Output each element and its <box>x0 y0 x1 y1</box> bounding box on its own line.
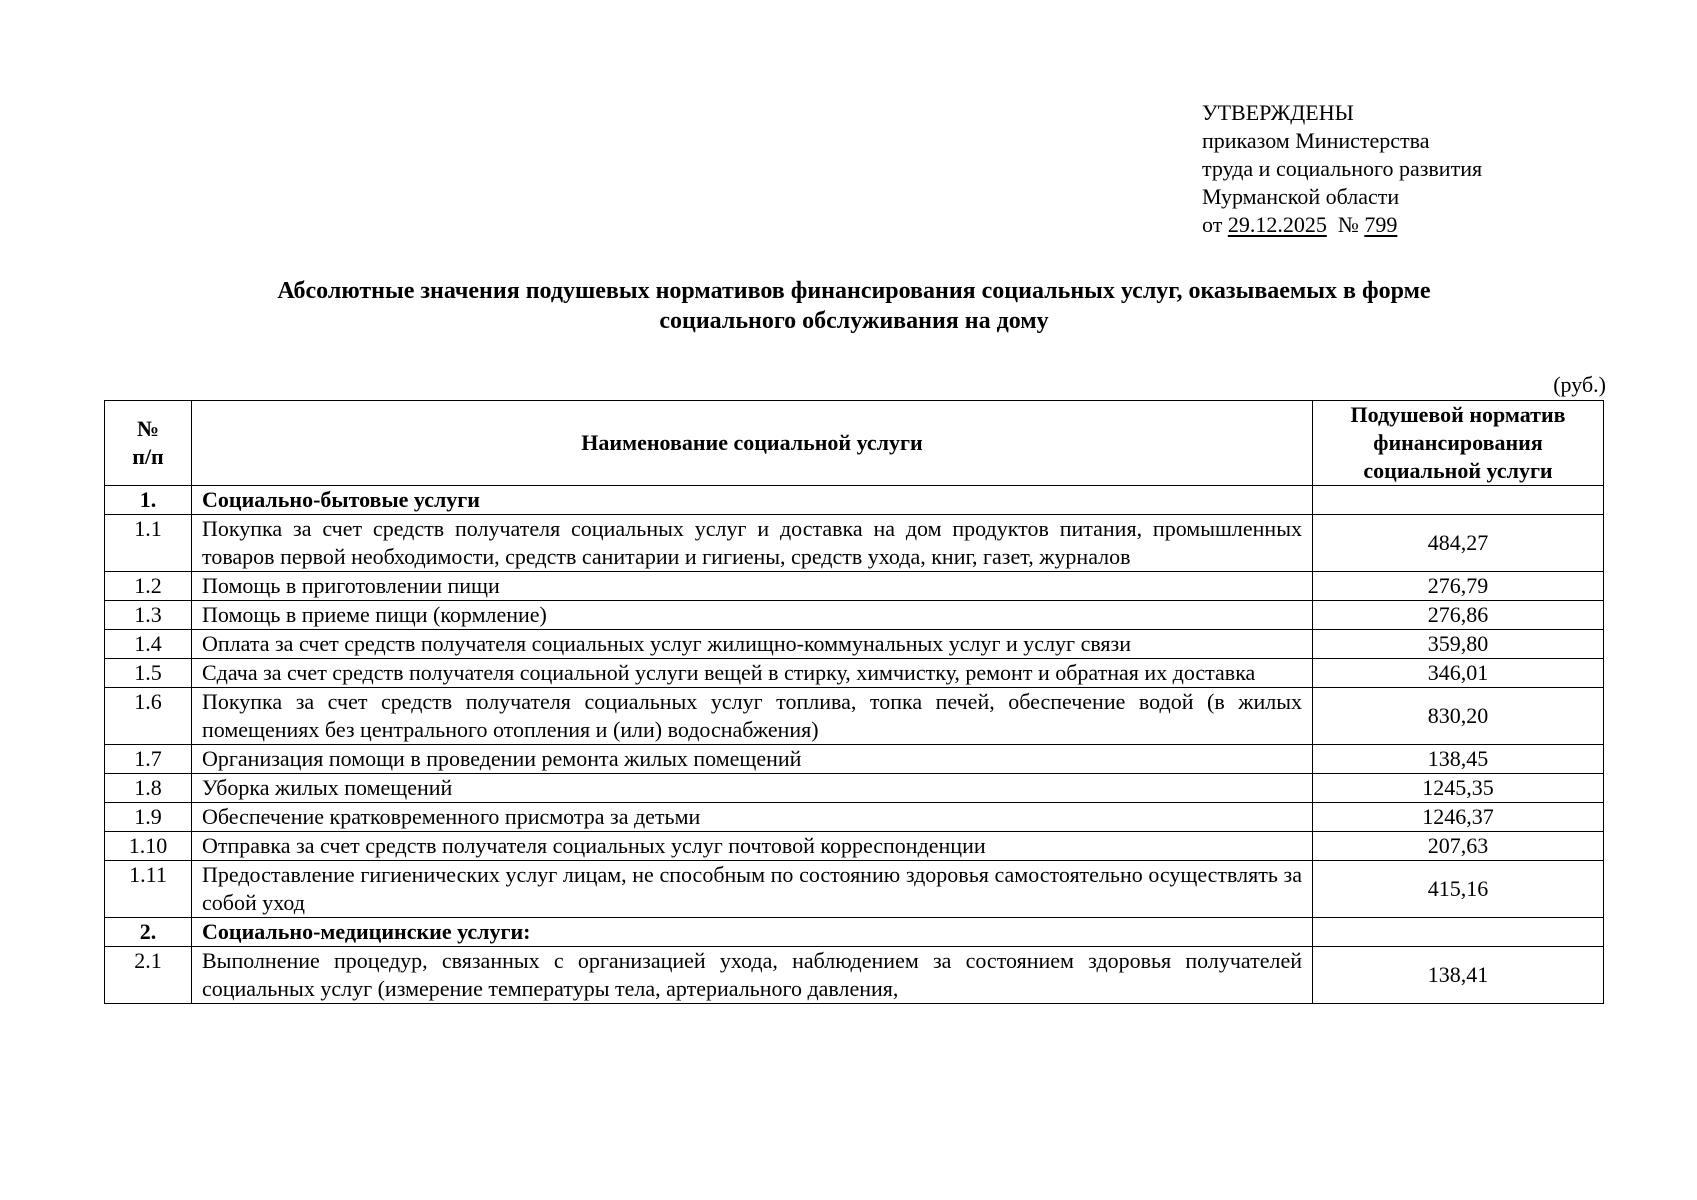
norm-value: 1245,35 <box>1313 774 1604 803</box>
document-title <box>104 276 1604 336</box>
table-header-row <box>105 401 1604 486</box>
header-number-line-1: № <box>136 416 160 441</box>
approval-date: 29.12.2025 <box>1227 212 1327 237</box>
approval-line-1: УТВЕРЖДЕНЫ <box>1202 100 1354 125</box>
norm-value: 359,80 <box>1313 630 1604 659</box>
norm-value: 207,63 <box>1313 832 1604 861</box>
table-row <box>105 659 1604 688</box>
row-number: 1.7 <box>105 745 192 774</box>
service-name: Покупка за счет средств получателя социальных услуг и доставка на дом продуктов питания, промышленных товаров первой необходимости, средств санитарии и гигиены, средств ухода, книг, газет, журналов <box>192 515 1313 572</box>
header-norm-value: Подушевой норматив финансирования социальной услуги <box>1313 401 1604 486</box>
norm-value: 830,20 <box>1313 688 1604 745</box>
service-name: Оплата за счет средств получателя социальных услуг жилищно-коммунальных услуг и услуг связи <box>192 630 1313 659</box>
service-name: Выполнение процедур, связанных с организацией ухода, наблюдением за состоянием здоровья получателей социальных услуг (измерение температуры тела, артериального давления, <box>192 947 1313 1004</box>
norm-value: 138,41 <box>1313 947 1604 1004</box>
service-name: Помощь в приготовлении пищи <box>192 572 1313 601</box>
service-name: Покупка за счет средств получателя социальных услуг топлива, топка печей, обеспечение водой (в жилых помещениях без центрального отопления и (или) водоснабжения) <box>192 688 1313 745</box>
row-number: 2.1 <box>105 947 192 1004</box>
table-row <box>105 688 1604 745</box>
section-title: Социально-медицинские услуги: <box>192 918 1313 947</box>
service-name: Отправка за счет средств получателя социальных услуг почтовой корреспонденции <box>192 832 1313 861</box>
row-number: 1.9 <box>105 803 192 832</box>
norm-value: 276,86 <box>1313 601 1604 630</box>
row-number: 1.6 <box>105 688 192 745</box>
service-name: Обеспечение кратковременного присмотра за детьми <box>192 803 1313 832</box>
norm-value: 276,79 <box>1313 572 1604 601</box>
service-name: Организация помощи в проведении ремонта жилых помещений <box>192 745 1313 774</box>
header-service-name: Наименование социальной услуги <box>192 401 1313 486</box>
currency-unit: (руб.) <box>1553 372 1606 397</box>
table-row <box>105 630 1604 659</box>
norm-value: 484,27 <box>1313 515 1604 572</box>
service-name: Сдача за счет средств получателя социальной услуги вещей в стирку, химчистку, ремонт и обратная их доставка <box>192 659 1313 688</box>
table-row <box>105 861 1604 918</box>
norm-value: 415,16 <box>1313 861 1604 918</box>
row-number: 1. <box>105 486 192 515</box>
norms-table <box>104 400 1604 1004</box>
approval-line-4: Мурманской области <box>1202 184 1400 209</box>
row-number: 2. <box>105 918 192 947</box>
norm-value: 346,01 <box>1313 659 1604 688</box>
row-number: 1.5 <box>105 659 192 688</box>
row-number: 1.8 <box>105 774 192 803</box>
row-number: 1.1 <box>105 515 192 572</box>
norm-value: 1246,37 <box>1313 803 1604 832</box>
approval-line-2: приказом Министерства <box>1202 128 1430 153</box>
header-number-line-2: п/п <box>132 444 164 469</box>
table-row <box>105 832 1604 861</box>
section-row <box>105 918 1604 947</box>
row-number: 1.3 <box>105 601 192 630</box>
table-row <box>105 515 1604 572</box>
row-number: 1.11 <box>105 861 192 918</box>
table-body <box>105 486 1604 1004</box>
table-row <box>105 745 1604 774</box>
table-row <box>105 601 1604 630</box>
approval-number-sign: № <box>1337 212 1359 237</box>
approval-line-3: труда и социального развития <box>1202 156 1483 181</box>
table-row <box>105 774 1604 803</box>
table-row <box>105 803 1604 832</box>
document-title-line-2: социального обслуживания на дому <box>659 308 1049 334</box>
norm-value <box>1313 918 1604 947</box>
approval-prefix: от <box>1202 212 1223 237</box>
row-number: 1.4 <box>105 630 192 659</box>
document-title-line-1: Абсолютные значения подушевых нормативов финансирования социальных услуг, оказываемых в форме <box>277 278 1431 304</box>
approval-stamp <box>1202 99 1482 239</box>
approval-line-5 <box>1202 211 1482 239</box>
approval-number: 799 <box>1364 212 1398 237</box>
table-row <box>105 572 1604 601</box>
row-number: 1.2 <box>105 572 192 601</box>
norm-value <box>1313 486 1604 515</box>
norm-value: 138,45 <box>1313 745 1604 774</box>
header-number <box>105 401 192 486</box>
row-number: 1.10 <box>105 832 192 861</box>
section-title: Социально-бытовые услуги <box>192 486 1313 515</box>
service-name: Предоставление гигиенических услуг лицам, не способным по состоянию здоровья самостоятельно осуществлять за собой уход <box>192 861 1313 918</box>
service-name: Помощь в приеме пищи (кормление) <box>192 601 1313 630</box>
service-name: Уборка жилых помещений <box>192 774 1313 803</box>
table-row <box>105 947 1604 1004</box>
section-row <box>105 486 1604 515</box>
